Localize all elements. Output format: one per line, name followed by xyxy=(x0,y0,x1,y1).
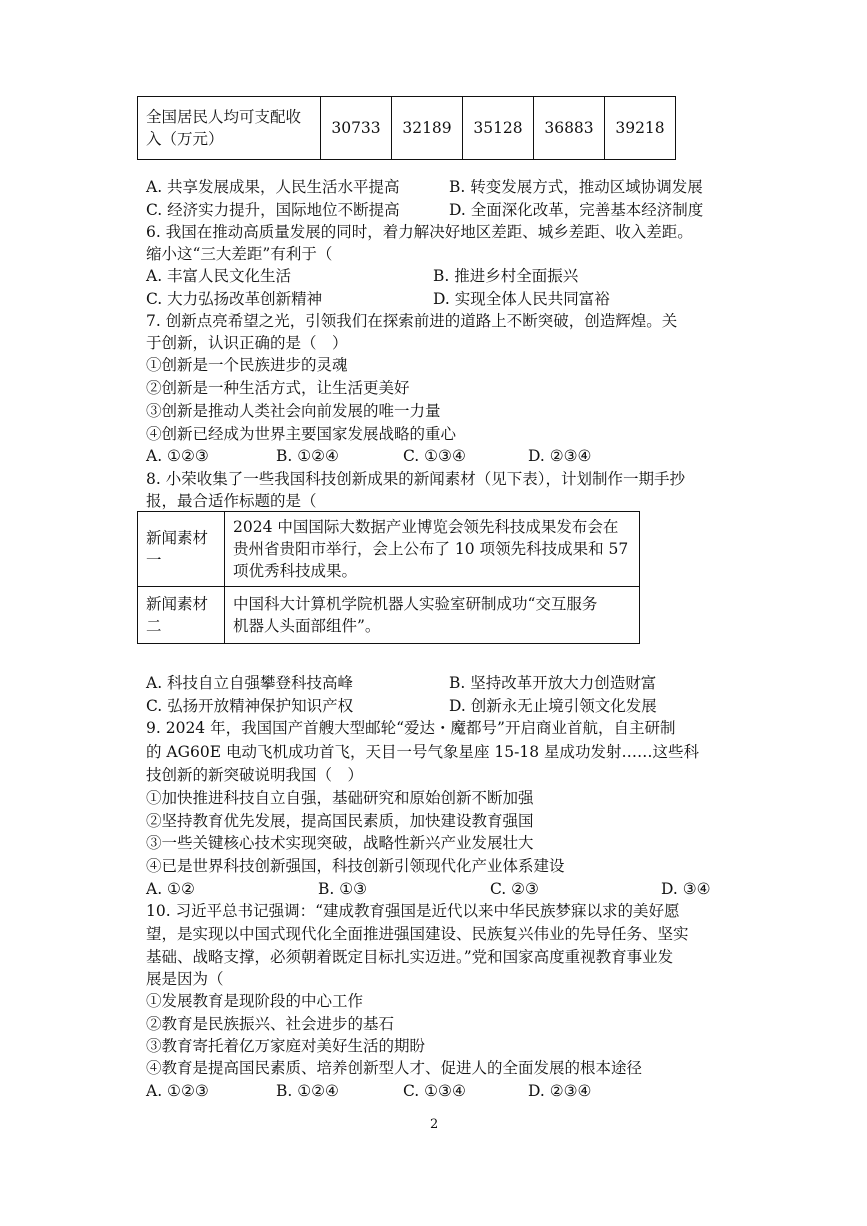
q8-stem-line1: 8. 小荣收集了一些我国科技创新成果的新闻素材（见下表），计划制作一期手抄 xyxy=(146,470,685,488)
income-table xyxy=(137,96,676,160)
q9-option-b: B. ①③ xyxy=(318,880,368,898)
q6-option-c: C. 大力弘扬改革创新精神 xyxy=(146,290,323,308)
q10-option-d: D. ②③④ xyxy=(528,1082,592,1100)
q7-option-c: C. ①③④ xyxy=(403,447,466,465)
table-row xyxy=(138,97,676,160)
q7-stem-line1: 7. 创新点亮希望之光，引领我们在探索前进的道路上不断突破，创造辉煌。关 xyxy=(146,312,678,330)
news-table xyxy=(137,511,640,644)
q9-item-3: ③一些关键核心技术实现突破，战略性新兴产业发展壮大 xyxy=(146,834,534,852)
news-label-2-line1: 新闻素材 xyxy=(146,595,209,613)
q7-stem-line2: 于创新，认识正确的是（ ） xyxy=(146,334,348,352)
q7-item-1: ①创新是一个民族进步的灵魂 xyxy=(146,356,348,374)
news-content-2-line2: 机器人头面部组件”。 xyxy=(233,617,381,635)
income-value: 36883 xyxy=(534,97,605,160)
q10-option-c: C. ①③④ xyxy=(403,1082,466,1100)
q7-item-4: ④创新已经成为世界主要国家发展战略的重心 xyxy=(146,425,457,443)
income-label-cell xyxy=(138,97,321,160)
income-value: 30733 xyxy=(321,97,392,160)
q6-option-d: D. 实现全体人民共同富裕 xyxy=(433,290,610,308)
q9-option-d: D. ③④ xyxy=(661,880,711,898)
q10-stem-line2: 望，是实现以中国式现代化全面推进强国建设、民族复兴伟业的先导任务、坚实 xyxy=(146,925,689,943)
q8-option-b: B. 坚持改革开放大力创造财富 xyxy=(449,674,657,692)
news-label-1-line2: 一 xyxy=(146,551,162,569)
q7-item-3: ③创新是推动人类社会向前发展的唯一力量 xyxy=(146,402,441,420)
income-label-line2: 入（万元） xyxy=(146,130,224,148)
q10-item-3: ③教育寄托着亿万家庭对美好生活的期盼 xyxy=(146,1037,426,1055)
q7-option-d: D. ②③④ xyxy=(528,447,592,465)
q10-stem-line4: 展是因为（ xyxy=(146,970,224,988)
income-label-line1: 全国居民人均可支配收 xyxy=(146,108,302,126)
q9-option-a: A. ①② xyxy=(146,880,195,898)
q8-option-d: D. 创新永无止境引领文化发展 xyxy=(449,697,657,715)
q6-stem-line2: 缩小这“三大差距”有利于（ xyxy=(146,245,333,263)
news-content-2-line1: 中国科大计算机学院机器人实验室研制成功“交互服务 xyxy=(233,595,598,613)
news-label-2-line2: 二 xyxy=(146,617,162,635)
q9-stem-line1: 9. 2024 年，我国国产首艘大型邮轮“爱达・魔都号”开启商业首航，自主研制 xyxy=(146,719,676,737)
q5-option-c: C. 经济实力提升，国际地位不断提高 xyxy=(146,201,400,219)
q9-item-4: ④已是世界科技创新强国，科技创新引领现代化产业体系建设 xyxy=(146,857,565,875)
news-content-1-line2: 贵州省贵阳市举行，会上公布了 10 项领先科技成果和 57 xyxy=(233,540,629,558)
news-content-1-line1: 2024 中国国际大数据产业博览会领先科技成果发布会在 xyxy=(233,518,619,536)
q9-item-2: ②坚持教育优先发展，提高国民素质，加快建设教育强国 xyxy=(146,812,534,830)
q10-stem-line1: 10. 习近平总书记强调：“建成教育强国是近代以来中华民族梦寐以求的美好愿 xyxy=(146,902,680,920)
q7-option-b: B. ①②④ xyxy=(276,447,339,465)
q6-option-b: B. 推进乡村全面振兴 xyxy=(433,267,579,285)
q8-option-c: C. 弘扬开放精神保护知识产权 xyxy=(146,697,354,715)
q8-stem-line2: 报，最合适作标题的是（ xyxy=(146,492,317,510)
q9-option-c: C. ②③ xyxy=(490,880,539,898)
q10-stem-line3: 基础、战略支撑，必须朝着既定目标扎实迈进。”党和国家高度重视教育事业发 xyxy=(146,948,674,966)
q9-item-1: ①加快推进科技自立自强，基础研究和原始创新不断加强 xyxy=(146,789,534,807)
news-content-2 xyxy=(225,587,640,644)
table-row xyxy=(138,587,640,644)
q10-item-2: ②教育是民族振兴、社会进步的基石 xyxy=(146,1015,395,1033)
income-value: 39218 xyxy=(605,97,676,160)
news-label-1-line1: 新闻素材 xyxy=(146,529,209,547)
q8-option-a: A. 科技自立自强攀登科技高峰 xyxy=(146,674,354,692)
q9-stem-line2: 的 AG60E 电动飞机成功首飞，天目一号气象星座 15-18 星成功发射……这些科 xyxy=(146,743,700,761)
news-label-1 xyxy=(138,512,225,587)
q7-item-2: ②创新是一种生活方式，让生活更美好 xyxy=(146,379,410,397)
q10-item-1: ①发展教育是现阶段的中心工作 xyxy=(146,992,364,1010)
q10-item-4: ④教育是提高国民素质、培养创新型人才、促进人的全面发展的根本途径 xyxy=(146,1059,643,1077)
q9-stem-line3: 技创新的新突破说明我国（ ） xyxy=(146,766,364,784)
page-number: 2 xyxy=(430,1117,439,1132)
q10-option-b: B. ①②④ xyxy=(276,1082,339,1100)
news-label-2 xyxy=(138,587,225,644)
q5-option-d: D. 全面深化改革，完善基本经济制度 xyxy=(449,201,704,219)
q6-option-a: A. 丰富人民文化生活 xyxy=(146,267,292,285)
income-value: 35128 xyxy=(463,97,534,160)
q6-stem-line1: 6. 我国在推动高质量发展的同时，着力解决好地区差距、城乡差距、收入差距。 xyxy=(146,223,693,241)
q10-option-a: A. ①②③ xyxy=(146,1082,209,1100)
q7-option-a: A. ①②③ xyxy=(146,447,209,465)
news-content-1 xyxy=(225,512,640,587)
q5-option-a: A. 共享发展成果，人民生活水平提高 xyxy=(146,178,400,196)
q5-option-b: B. 转变发展方式，推动区域协调发展 xyxy=(449,178,703,196)
news-content-1-line3: 项优秀科技成果。 xyxy=(233,562,358,580)
table-row xyxy=(138,512,640,587)
income-value: 32189 xyxy=(392,97,463,160)
